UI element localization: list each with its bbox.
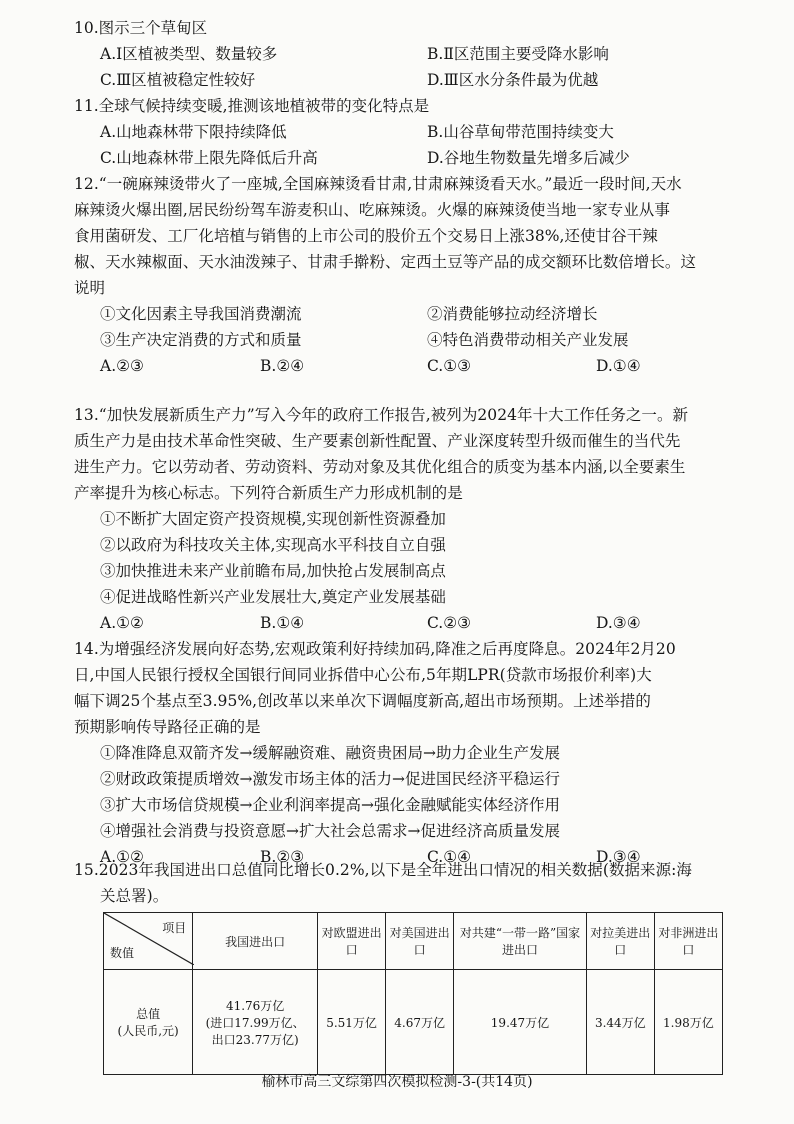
q12-option-c: C.①③ <box>427 357 472 375</box>
trade-data-table <box>103 912 723 1075</box>
q13-statement-1: ①不断扩大固定资产投资规模,实现创新性资源叠加 <box>100 510 446 528</box>
q14-option-d: D.③④ <box>596 848 641 866</box>
q12-line-4: 椒、天水辣椒面、天水油泼辣子、甘肃手擀粉、定西土豆等产品的成交额环比数倍增长。这 <box>74 253 697 271</box>
cell-total-export: 出口23.77万亿) <box>211 1032 299 1047</box>
q14-line-4: 预期影响传导路径正确的是 <box>74 718 261 736</box>
cell-latam: 3.44万亿 <box>586 970 654 1075</box>
row-label-cell <box>104 970 193 1075</box>
q14-line-3: 幅下调25个基点至3.95%,创改革以来单次下调幅度新高,超出市场预期。上述举措的 <box>74 692 651 710</box>
q13-option-b: B.①④ <box>260 614 305 632</box>
cell-eu: 5.51万亿 <box>318 970 386 1075</box>
q10-stem: 10.图示三个草甸区 <box>74 19 208 37</box>
col-header-us: 对美国进出口 <box>386 913 454 970</box>
col-header-africa: 对非洲进出口 <box>654 913 722 970</box>
q13-option-d: D.③④ <box>596 614 641 632</box>
q14-statement-1: ①降准降息双箭齐发→缓解融资难、融资贵困局→助力企业生产发展 <box>100 744 560 762</box>
table-header-row <box>104 913 723 970</box>
q12-statement-3: ③生产决定消费的方式和质量 <box>100 331 302 349</box>
corner-header-item: 项目 <box>162 921 187 935</box>
q14-statement-3: ③扩大市场信贷规模→企业利润率提高→强化金融赋能实体经济作用 <box>100 796 560 814</box>
q10-option-a: A.Ⅰ区植被类型、数量较多 <box>100 45 278 63</box>
q12-option-d: D.①④ <box>596 357 641 375</box>
q11-option-a: A.山地森林带下限持续降低 <box>100 123 287 141</box>
q12-line-5: 说明 <box>74 279 106 297</box>
cell-total-import: (进口17.99万亿、 <box>205 1015 305 1030</box>
q12-line-2: 麻辣烫火爆出圈,居民纷纷驾车游麦积山、吃麻辣烫。火爆的麻辣烫使当地一家专业从事 <box>74 201 670 219</box>
q10-option-d: D.Ⅲ区水分条件最为优越 <box>427 71 599 89</box>
q13-line-3: 进生产力。它以劳动者、劳动资料、劳动对象及其优化组合的质变为基本内涵,以全要素生 <box>74 458 686 476</box>
corner-header-value: 数值 <box>110 946 135 960</box>
q13-line-1: 13.“加快发展新质生产力”写入今年的政府工作报告,被列为2024年十大工作任务之一。新 <box>74 406 689 424</box>
cell-total <box>193 970 318 1075</box>
q14-statement-2: ②财政政策提质增效→激发市场主体的活力→促进国民经济平稳运行 <box>100 770 560 788</box>
q11-option-c: C.山地森林带上限先降低后升高 <box>100 149 318 167</box>
q10-option-b: B.Ⅱ区范围主要受降水影响 <box>427 45 609 63</box>
q12-line-1: 12.“一碗麻辣烫带火了一座城,全国麻辣烫看甘肃,甘肃麻辣烫看天水。”最近一段时间,天水 <box>74 175 682 193</box>
q13-option-c: C.②③ <box>427 614 472 632</box>
q11-stem: 11.全球气候持续变暖,推测该地植被带的变化特点是 <box>74 97 430 115</box>
q12-statement-4: ④特色消费带动相关产业发展 <box>427 331 629 349</box>
q12-option-a: A.②③ <box>100 357 144 375</box>
q12-statement-2: ②消费能够拉动经济增长 <box>427 305 598 323</box>
q14-option-c: C.①④ <box>427 848 472 866</box>
q14-line-1: 14.为增强经济发展向好态势,宏观政策利好持续加码,降准之后再度降息。2024年2月20 <box>74 640 676 658</box>
col-header-latam: 对拉美进出口 <box>586 913 654 970</box>
row-label-unit: (人民币,元) <box>117 1024 179 1038</box>
q13-option-a: A.①② <box>100 614 144 632</box>
q14-option-b: B.②③ <box>260 848 305 866</box>
col-header-bri: 对共建“一带一路”国家进出口 <box>454 913 587 970</box>
q13-statement-2: ②以政府为科技攻关主体,实现高水平科技自立自强 <box>100 536 446 554</box>
q12-statement-1: ①文化因素主导我国消费潮流 <box>100 305 302 323</box>
q14-statement-4: ④增强社会消费与投资意愿→扩大社会总需求→促进经济高质量发展 <box>100 822 560 840</box>
q15-line-2: 关总署)。 <box>100 887 169 905</box>
cell-total-value: 41.76万亿 <box>225 998 285 1013</box>
q10-option-c: C.Ⅲ区植被稳定性较好 <box>100 71 256 89</box>
q13-statement-3: ③加快推进未来产业前瞻布局,加快抢占发展制高点 <box>100 562 446 580</box>
q13-line-2: 质生产力是由技术革命性突破、生产要素创新性配置、产业深度转型升级而催生的当代先 <box>74 432 681 450</box>
q14-line-2: 日,中国人民银行授权全国银行间同业拆借中心公布,5年期LPR(贷款市场报价利率)大 <box>74 666 652 684</box>
col-header-eu: 对欧盟进出口 <box>318 913 386 970</box>
cell-africa: 1.98万亿 <box>654 970 722 1075</box>
table-corner-cell <box>104 913 193 970</box>
page-footer: 榆林市高三文综第四次模拟检测-3-(共14页) <box>261 1074 533 1090</box>
q11-option-d: D.谷地生物数量先增多后减少 <box>427 149 630 167</box>
q12-option-b: B.②④ <box>260 357 305 375</box>
table-row <box>104 970 723 1075</box>
q11-option-b: B.山谷草甸带范围持续变大 <box>427 123 614 141</box>
cell-bri: 19.47万亿 <box>454 970 587 1075</box>
q12-line-3: 食用菌研发、工厂化培植与销售的上市公司的股价五个交易日上涨38%,还使甘谷干辣 <box>74 227 658 245</box>
row-label-title: 总值 <box>136 1007 161 1021</box>
q15-line-1: 15.2023年我国进出口总值同比增长0.2%,以下是全年进出口情况的相关数据(数据来源:海 <box>74 861 692 879</box>
q13-line-4: 产率提升为核心标志。下列符合新质生产力形成机制的是 <box>74 484 463 502</box>
col-header-total: 我国进出口 <box>193 913 318 970</box>
q13-statement-4: ④促进战略性新兴产业发展壮大,奠定产业发展基础 <box>100 588 446 606</box>
q14-option-a: A.①② <box>100 848 144 866</box>
cell-us: 4.67万亿 <box>386 970 454 1075</box>
